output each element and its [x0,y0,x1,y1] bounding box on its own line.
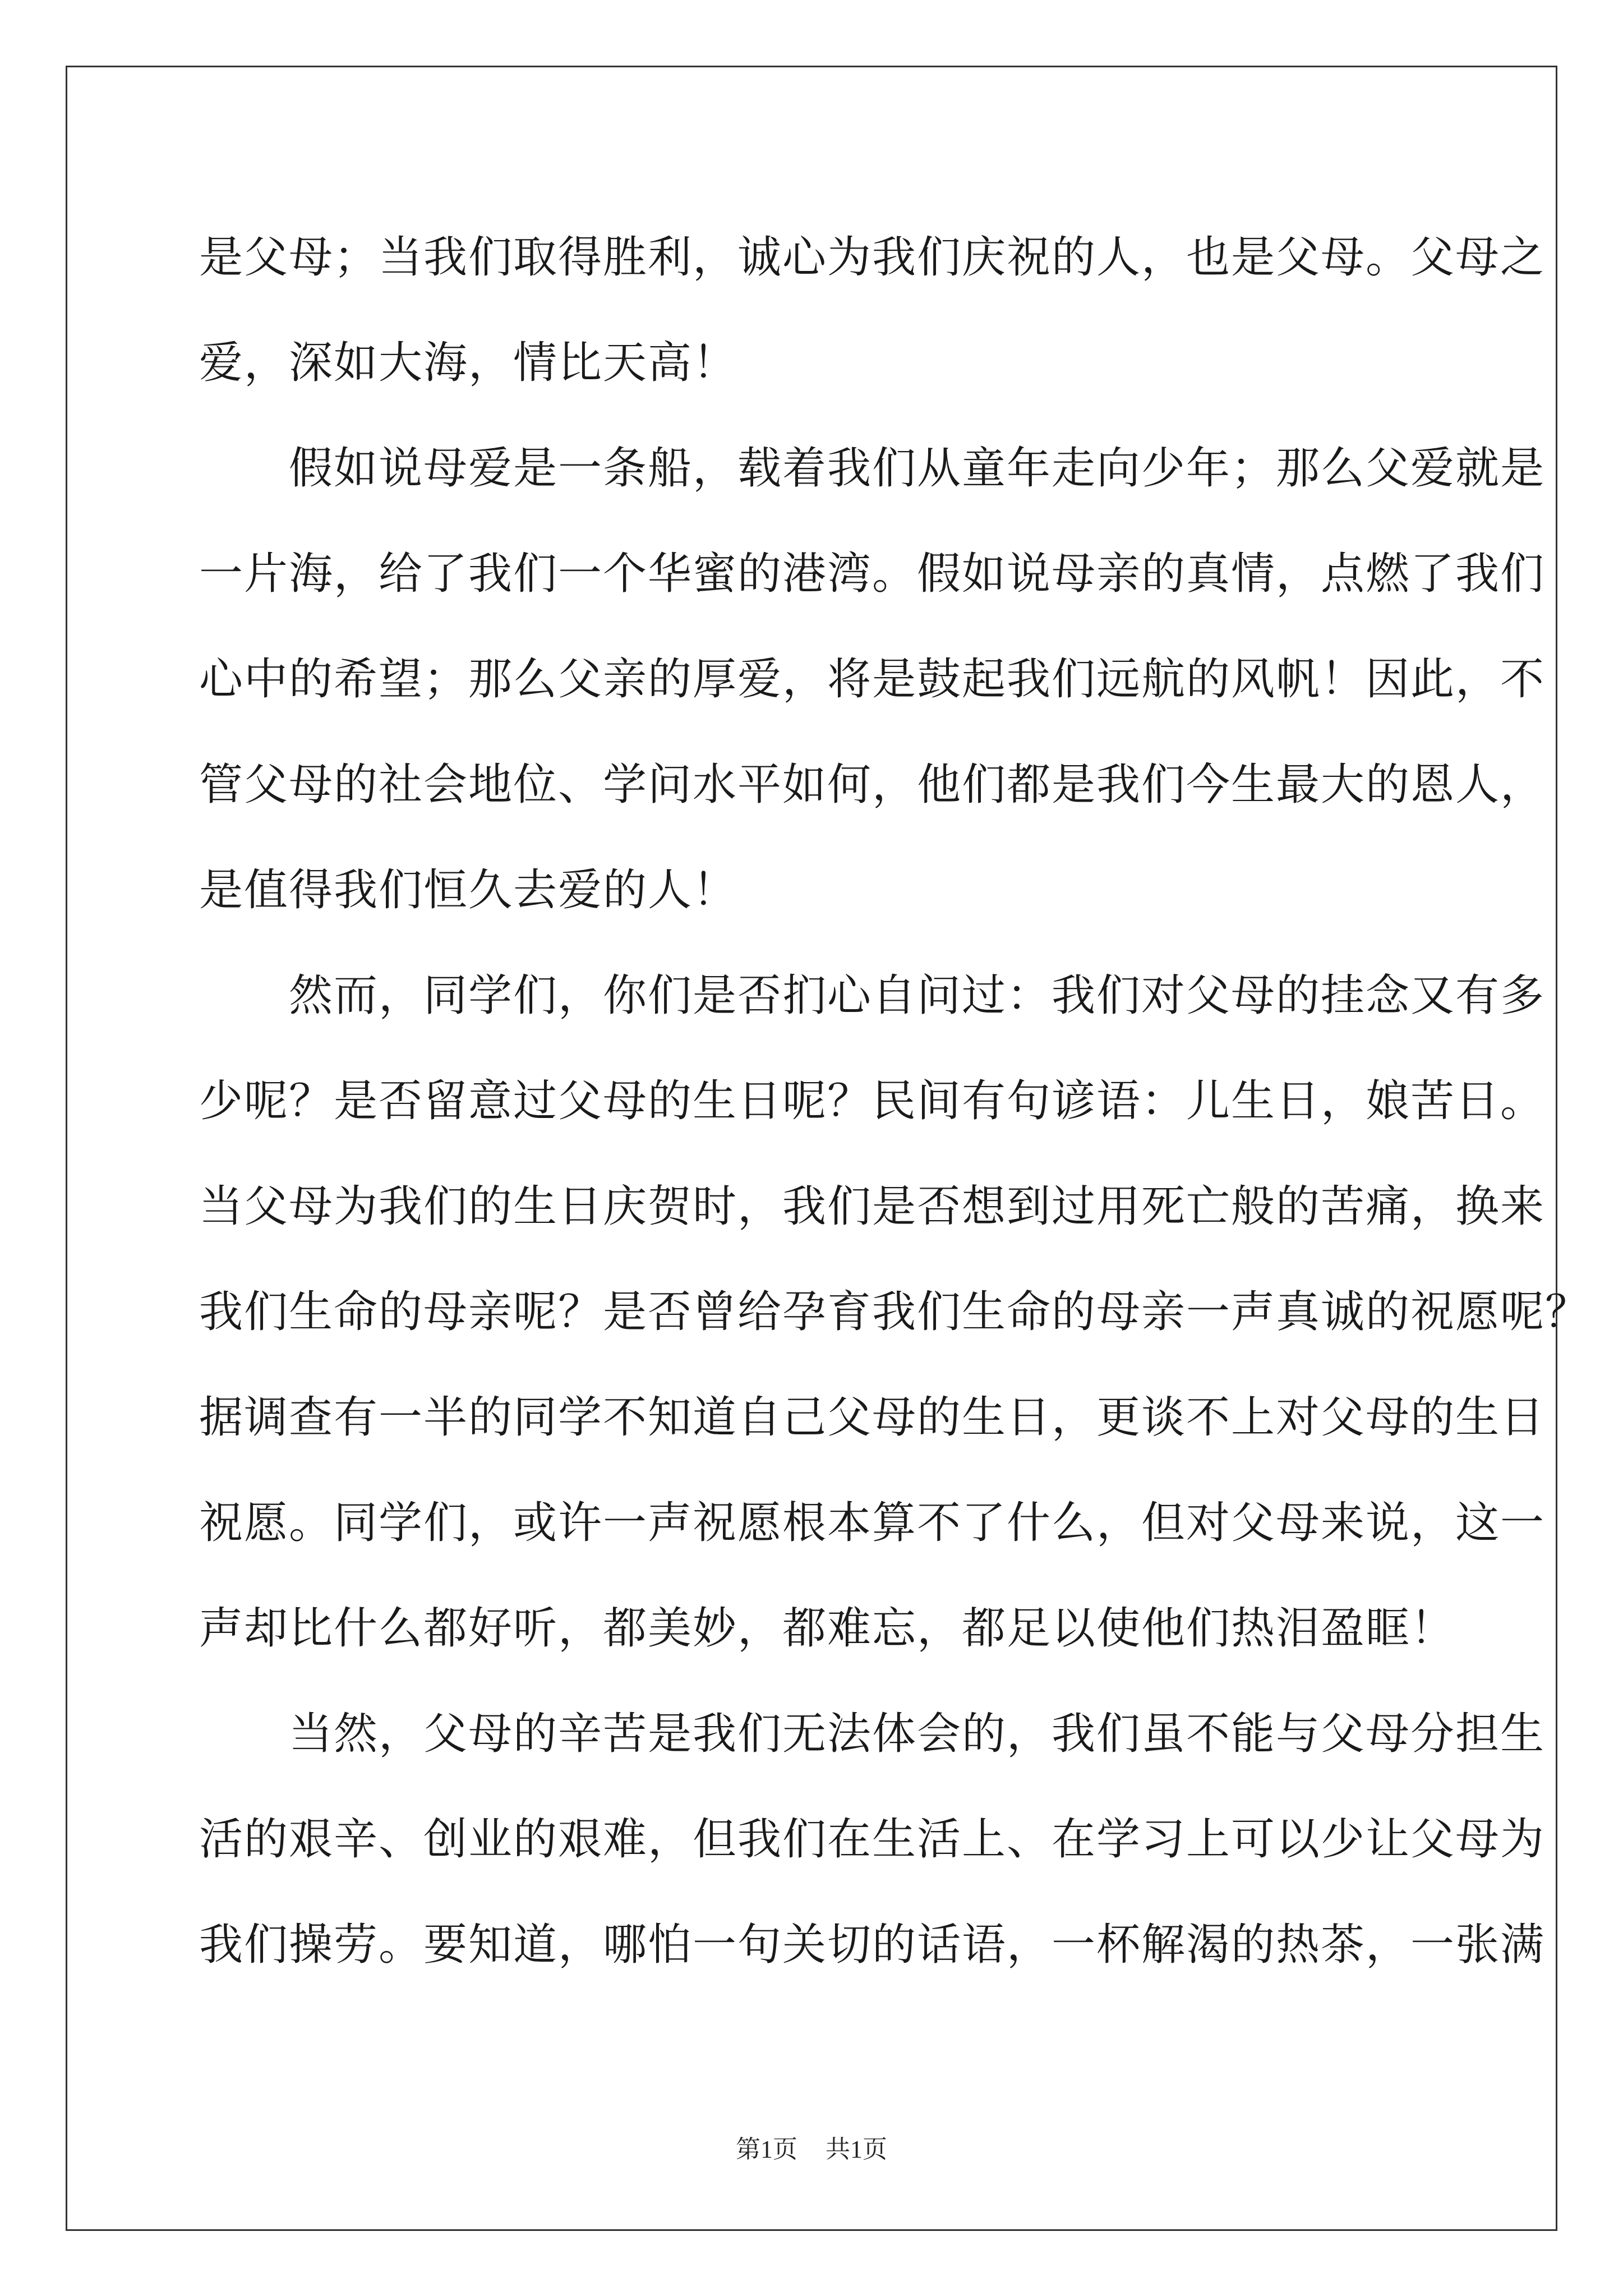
text-line: 是值得我们恒久去爱的人！ [199,865,738,915]
text-line: 然而，同学们，你们是否扪心自问过：我们对父母的挂念又有多 [199,970,1546,1021]
text-line: 心中的希望；那么父亲的厚爱，将是鼓起我们远航的风帆！因此，不 [199,654,1546,705]
text-line: 当然，父母的辛苦是我们无法体会的，我们虽不能与父母分担生 [199,1709,1546,1759]
page-footer [0,2129,1623,2165]
text-line: 少呢？是否留意过父母的生日呢？民间有句谚语：儿生日，娘苦日。 [199,1076,1546,1126]
text-line: 祝愿。同学们，或许一声祝愿根本算不了什么，但对父母来说，这一 [199,1498,1546,1548]
text-line: 活的艰辛、创业的艰难，但我们在生活上、在学习上可以少让父母为 [199,1814,1546,1865]
text-line: 是父母；当我们取得胜利，诚心为我们庆祝的人，也是父母。父母之 [199,232,1546,283]
document-body [199,205,1590,1998]
page-number: 第1页 [736,2136,797,2163]
text-line: 据调查有一半的同学不知道自己父母的生日，更谈不上对父母的生日 [199,1392,1546,1443]
text-line: 我们操劳。要知道，哪怕一句关切的话语，一杯解渴的热茶，一张满 [199,1920,1546,1970]
text-line: 爱，深如大海，情比天高！ [199,338,738,388]
text-line: 我们生命的母亲呢？是否曾给孕育我们生命的母亲一声真诚的祝愿呢？ [199,1287,1590,1337]
text-line: 假如说母爱是一条船，载着我们从童年走向少年；那么父爱就是 [199,443,1546,494]
text-line: 管父母的社会地位、学问水平如何，他们都是我们今生最大的恩人， [199,760,1546,810]
text-line: 当父母为我们的生日庆贺时，我们是否想到过用死亡般的苦痛，换来 [199,1181,1546,1232]
text-line: 声却比什么都好听，都美妙，都难忘，都足以使他们热泪盈眶！ [199,1603,1456,1654]
text-line: 一片海，给了我们一个华蜜的港湾。假如说母亲的真情，点燃了我们 [199,549,1546,599]
page-total: 共1页 [826,2136,887,2163]
